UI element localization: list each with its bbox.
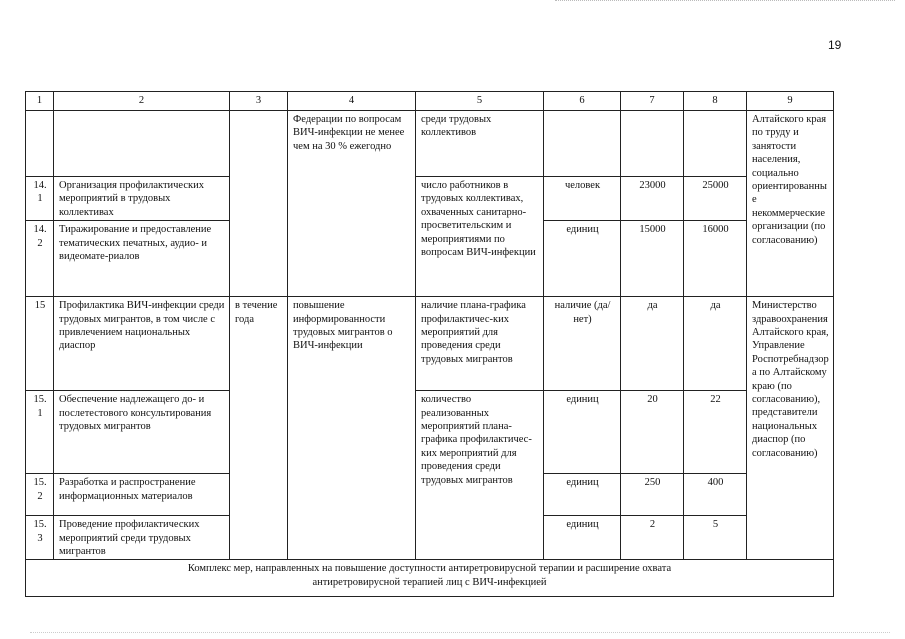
measure-name-cell: Организация профилактических мероприятий в трудовых коллективах — [54, 177, 230, 221]
header-cell: 1 — [26, 92, 54, 111]
header-cell: 8 — [684, 92, 747, 111]
value-cell: 2 — [621, 516, 684, 560]
table-row — [26, 391, 834, 474]
indicator-cell: наличие плана-графика профилактичес-ких мероприятий для проведения среди трудовых мигрантов — [416, 297, 544, 391]
measure-name-cell: Профилактика ВИЧ-инфекции среди трудовых мигрантов, в том числе с привлечением национальных диаспор — [54, 297, 230, 391]
term-cell — [230, 111, 288, 297]
value-cell: 25000 — [684, 177, 747, 221]
value-cell: 400 — [684, 474, 747, 516]
header-cell: 4 — [288, 92, 416, 111]
number-cell: 15.1 — [26, 391, 54, 474]
section-heading-line: антиретровирусной терапией лиц с ВИЧ-инфекцией — [312, 577, 547, 589]
table-row — [26, 111, 834, 177]
value-cell: 16000 — [684, 221, 747, 297]
unit-cell: наличие (да/нет) — [544, 297, 621, 391]
unit-cell: единиц — [544, 221, 621, 297]
measures-table — [25, 91, 834, 597]
section-heading-line: Комплекс мер, направленных на повышение доступности антиретровирусной терапии и расширение охвата — [187, 563, 672, 575]
header-cell: 6 — [544, 92, 621, 111]
number-cell: 14.2 — [26, 221, 54, 297]
measure-name-cell — [54, 111, 230, 177]
unit-cell: единиц — [544, 474, 621, 516]
page-number: 19 — [828, 38, 842, 52]
term-cell: в течение года — [230, 297, 288, 560]
header-cell: 9 — [747, 92, 834, 111]
table-row — [26, 297, 834, 391]
scan-bottom-edge — [30, 632, 890, 634]
measure-name-cell: Обеспечение надлежащего до- и послетестового консультирования трудовых мигрантов — [54, 391, 230, 474]
value-cell: 250 — [621, 474, 684, 516]
section-heading — [26, 560, 834, 597]
value-cell: да — [684, 297, 747, 391]
unit-cell: единиц — [544, 391, 621, 474]
value-cell: 20 — [621, 391, 684, 474]
indicator-cell: среди трудовых коллективов — [416, 111, 544, 177]
value-cell: 23000 — [621, 177, 684, 221]
number-cell: 15 — [26, 297, 54, 391]
scan-top-edge — [555, 0, 895, 4]
measure-name-cell: Проведение профилактических мероприятий среди трудовых мигрантов — [54, 516, 230, 560]
header-cell: 7 — [621, 92, 684, 111]
measure-name-cell: Разработка и распространение информационных материалов — [54, 474, 230, 516]
result-cell: Федерации по вопросам ВИЧ-инфекции не менее чем на 30 % ежегодно — [288, 111, 416, 297]
number-cell: 15.2 — [26, 474, 54, 516]
header-cell: 5 — [416, 92, 544, 111]
executors-cell: Министерство здравоохранения Алтайского края, Управление Роспотребнадзора по Алтайскому краю (по согласованию), представители национальных диаспор (по согласованию) — [747, 297, 834, 560]
value-2023-cell — [684, 111, 747, 177]
result-cell: повышение информированности трудовых мигрантов о ВИЧ-инфекции — [288, 297, 416, 560]
value-cell: 22 — [684, 391, 747, 474]
unit-cell: единиц — [544, 516, 621, 560]
measure-name-cell: Тиражирование и предоставление тематических печатных, аудио- и видеомате-риалов — [54, 221, 230, 297]
number-cell: 14.1 — [26, 177, 54, 221]
header-cell: 3 — [230, 92, 288, 111]
indicator-cell: число работников в трудовых коллективах, охваченных санитарно-просветительским и мероприятиями по вопросам ВИЧ-инфекции — [416, 177, 544, 297]
section-heading-row — [26, 560, 834, 597]
unit-cell: человек — [544, 177, 621, 221]
number-cell — [26, 111, 54, 177]
unit-cell — [544, 111, 621, 177]
executors-cell: Алтайского края по труду и занятости населения, социально ориентированные некоммерческие организации (по согласованию) — [747, 111, 834, 297]
value-2022-cell — [621, 111, 684, 177]
value-cell: да — [621, 297, 684, 391]
number-cell: 15.3 — [26, 516, 54, 560]
indicator-cell: количество реализованных мероприятий плана-графика профилактичес-ких мероприятий для проведения среди трудовых мигрантов — [416, 391, 544, 560]
value-cell: 5 — [684, 516, 747, 560]
value-cell: 15000 — [621, 221, 684, 297]
header-cell: 2 — [54, 92, 230, 111]
table-row — [26, 177, 834, 221]
column-number-row — [26, 92, 834, 111]
